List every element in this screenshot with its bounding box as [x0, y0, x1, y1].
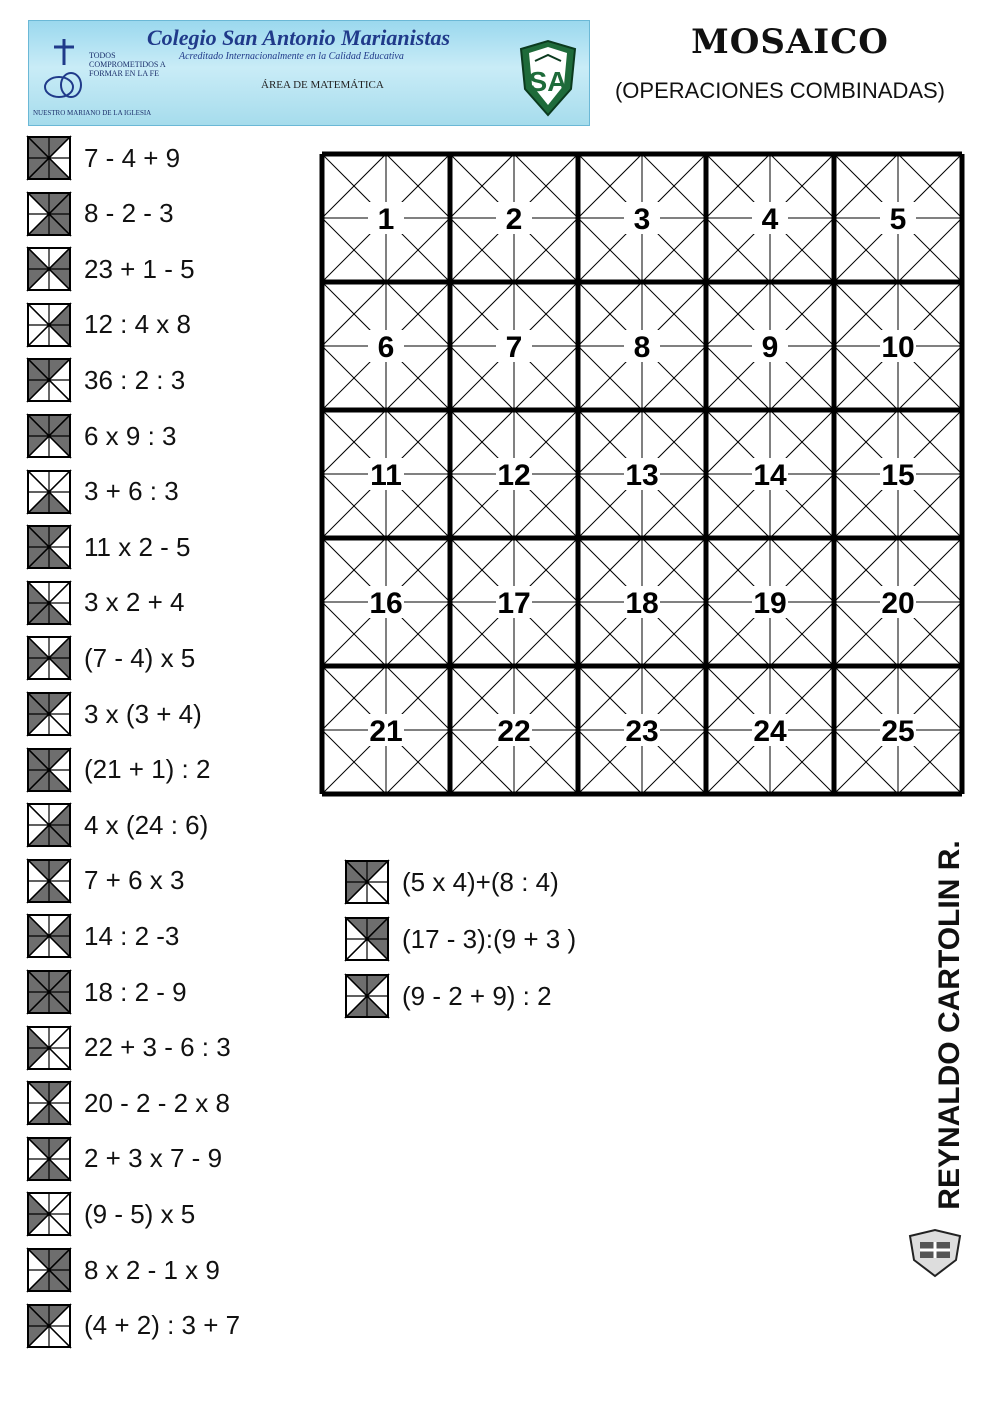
mosaic-cell[interactable]: [706, 666, 834, 794]
expression-text: 12 : 4 x 8: [84, 309, 191, 340]
mosaic-tile-icon: [26, 1080, 72, 1126]
cell-number: 10: [881, 331, 915, 364]
cell-number: 22: [497, 715, 531, 748]
expression-text: 7 + 6 x 3: [84, 865, 185, 896]
expression-item: [26, 412, 177, 460]
cell-number: 24: [753, 715, 787, 748]
cell-number: 14: [753, 459, 787, 492]
page-title: MOSAICO: [691, 22, 889, 62]
expression-text: 6 x 9 : 3: [84, 420, 177, 451]
expression-item: [26, 1079, 230, 1127]
banner-footline: NUESTRO MARIANO DE LA IGLESIA: [33, 109, 152, 117]
cell-number: 9: [761, 331, 779, 364]
expression-item: [26, 134, 180, 182]
mosaic-tile-icon: [26, 1191, 72, 1237]
cell-number: 25: [881, 715, 915, 748]
expression-item: [26, 912, 179, 960]
mosaic-grid: [318, 150, 970, 807]
expression-text: 2 + 3 x 7 - 9: [84, 1143, 223, 1174]
expression-item: [26, 1302, 240, 1350]
mosaic-tile-icon: [344, 859, 390, 905]
expression-text: 7 - 4 + 9: [84, 142, 181, 173]
shield-logo-text: SA: [528, 66, 568, 97]
cell-number: 20: [881, 587, 915, 620]
mosaic-tile-icon: [26, 357, 72, 403]
expression-text: (4 + 2) : 3 + 7: [84, 1310, 241, 1341]
expression-item: [26, 356, 185, 404]
cell-number: 12: [497, 459, 531, 492]
mosaic-tile-icon: [26, 635, 72, 681]
mosaic-tile-icon: [26, 1303, 72, 1349]
expression-item: [26, 579, 184, 627]
expression-text: 3 + 6 : 3: [84, 476, 179, 507]
cell-number: 2: [505, 203, 523, 236]
mosaic-cell[interactable]: [578, 538, 706, 666]
mosaic-tile-icon: [26, 1136, 72, 1182]
cell-number: 16: [369, 587, 403, 620]
school-name: Colegio San Antonio Marianistas: [147, 25, 451, 50]
mosaic-tile-icon: [26, 858, 72, 904]
mosaic-tile-icon: [26, 246, 72, 292]
cell-number: 19: [753, 587, 787, 620]
mosaic-cell[interactable]: [322, 154, 450, 282]
mosaic-cell[interactable]: [578, 410, 706, 538]
cell-number: 1: [377, 203, 395, 236]
expression-text: 8 x 2 - 1 x 9: [84, 1254, 220, 1285]
mosaic-cell[interactable]: [450, 282, 578, 410]
mosaic-cell[interactable]: [450, 410, 578, 538]
school-shield-icon: [515, 39, 581, 119]
mosaic-cell[interactable]: [450, 666, 578, 794]
expression-item: [344, 972, 552, 1020]
mosaic-tile-icon: [26, 1025, 72, 1071]
mosaic-cell[interactable]: [322, 410, 450, 538]
school-motto: TODOS COMPROMETIDOS A FORMAR EN LA FE: [89, 51, 166, 78]
expression-item: [26, 523, 190, 571]
expression-item: [344, 858, 559, 906]
mosaic-cell[interactable]: [450, 154, 578, 282]
mosaic-tile-icon: [344, 973, 390, 1019]
expression-text: 18 : 2 - 9: [84, 976, 187, 1007]
mosaic-cell[interactable]: [706, 282, 834, 410]
cell-number: 18: [625, 587, 659, 620]
mosaic-cell[interactable]: [578, 282, 706, 410]
mosaic-tile-icon: [26, 413, 72, 459]
expression-text: 11 x 2 - 5: [84, 531, 191, 562]
expression-text: 23 + 1 - 5: [84, 253, 195, 284]
cell-number: 15: [881, 459, 915, 492]
expression-item: [26, 1190, 195, 1238]
expression-text: (9 - 5) x 5: [84, 1198, 196, 1229]
mosaic-cell[interactable]: [322, 538, 450, 666]
cell-number: 11: [370, 459, 402, 492]
mosaic-tile-icon: [26, 913, 72, 959]
school-banner: [28, 20, 590, 126]
expression-text: 3 x 2 + 4: [84, 587, 185, 618]
expression-item: [26, 857, 184, 905]
expression-item: [26, 245, 195, 293]
author-name: [930, 830, 970, 1220]
mosaic-tile-icon: [26, 302, 72, 348]
expression-text: (9 - 2 + 9) : 2: [402, 980, 552, 1011]
expression-text: 4 x (24 : 6): [84, 809, 209, 840]
expression-text: 14 : 2 -3: [84, 920, 180, 951]
expression-item: [26, 1246, 220, 1294]
school-crest-icon: [39, 35, 89, 105]
expression-item: [26, 746, 210, 794]
mosaic-tile-icon: [26, 691, 72, 737]
mosaic-tile-icon: [26, 524, 72, 570]
mosaic-tile-icon: [344, 916, 390, 962]
mosaic-cell[interactable]: [834, 666, 962, 794]
mosaic-cell[interactable]: [450, 538, 578, 666]
mosaic-tile-icon: [26, 969, 72, 1015]
mosaic-cell[interactable]: [706, 154, 834, 282]
mosaic-cell[interactable]: [578, 154, 706, 282]
expression-text: (5 x 4)+(8 : 4): [402, 866, 559, 897]
mosaic-cell[interactable]: [322, 666, 450, 794]
expression-item: [26, 690, 202, 738]
expression-item: [26, 468, 179, 516]
mosaic-tile-icon: [26, 1247, 72, 1293]
author-label: REYNALDO CARTOLIN R.: [933, 840, 966, 1210]
cell-number: 3: [633, 203, 651, 236]
mosaic-tile-icon: [26, 802, 72, 848]
expression-item: [26, 1024, 231, 1072]
mosaic-tile-icon: [26, 191, 72, 237]
cell-number: 21: [369, 715, 403, 748]
mosaic-tile-icon: [26, 135, 72, 181]
mosaic-cell[interactable]: [706, 538, 834, 666]
expression-item: [26, 190, 174, 238]
mosaic-tile-icon: [26, 747, 72, 793]
expression-text: (21 + 1) : 2: [84, 754, 211, 785]
area-label: ÁREA DE MATEMÁTICA: [261, 79, 384, 91]
expression-item: [26, 301, 191, 349]
expression-item: [344, 915, 576, 963]
cell-number: 4: [761, 203, 779, 236]
page-subtitle: (OPERACIONES COMBINADAS): [614, 78, 946, 103]
expression-text: (17 - 3):(9 + 3 ): [402, 923, 577, 954]
expression-item: [26, 634, 195, 682]
mosaic-cell[interactable]: [322, 282, 450, 410]
mosaic-cell[interactable]: [706, 410, 834, 538]
expression-item: [26, 1135, 222, 1183]
cell-number: 17: [497, 587, 531, 620]
accreditation-text: Acreditado Internacionalmente en la Calidad Educativa: [179, 51, 404, 62]
expression-text: (7 - 4) x 5: [84, 642, 196, 673]
cell-number: 13: [625, 459, 659, 492]
cell-number: 23: [625, 715, 659, 748]
expression-text: 3 x (3 + 4): [84, 698, 202, 729]
cell-number: 6: [377, 331, 395, 364]
mosaic-cell[interactable]: [834, 410, 962, 538]
mosaic-cell[interactable]: [578, 666, 706, 794]
expression-item: [26, 801, 208, 849]
mosaic-cell[interactable]: [834, 154, 962, 282]
expression-text: 20 - 2 - 2 x 8: [84, 1087, 230, 1118]
mosaic-cell[interactable]: [834, 282, 962, 410]
cell-number: 8: [633, 331, 651, 364]
expression-text: 22 + 3 - 6 : 3: [84, 1032, 231, 1063]
expression-text: 36 : 2 : 3: [84, 364, 186, 395]
mosaic-tile-icon: [26, 580, 72, 626]
school-shield-small-icon: [906, 1228, 964, 1278]
mosaic-tile-icon: [26, 469, 72, 515]
mosaic-cell[interactable]: [834, 538, 962, 666]
cell-number: 5: [889, 203, 907, 236]
expression-item: [26, 968, 187, 1016]
expression-text: 8 - 2 - 3: [84, 198, 174, 229]
cell-number: 7: [505, 331, 523, 364]
